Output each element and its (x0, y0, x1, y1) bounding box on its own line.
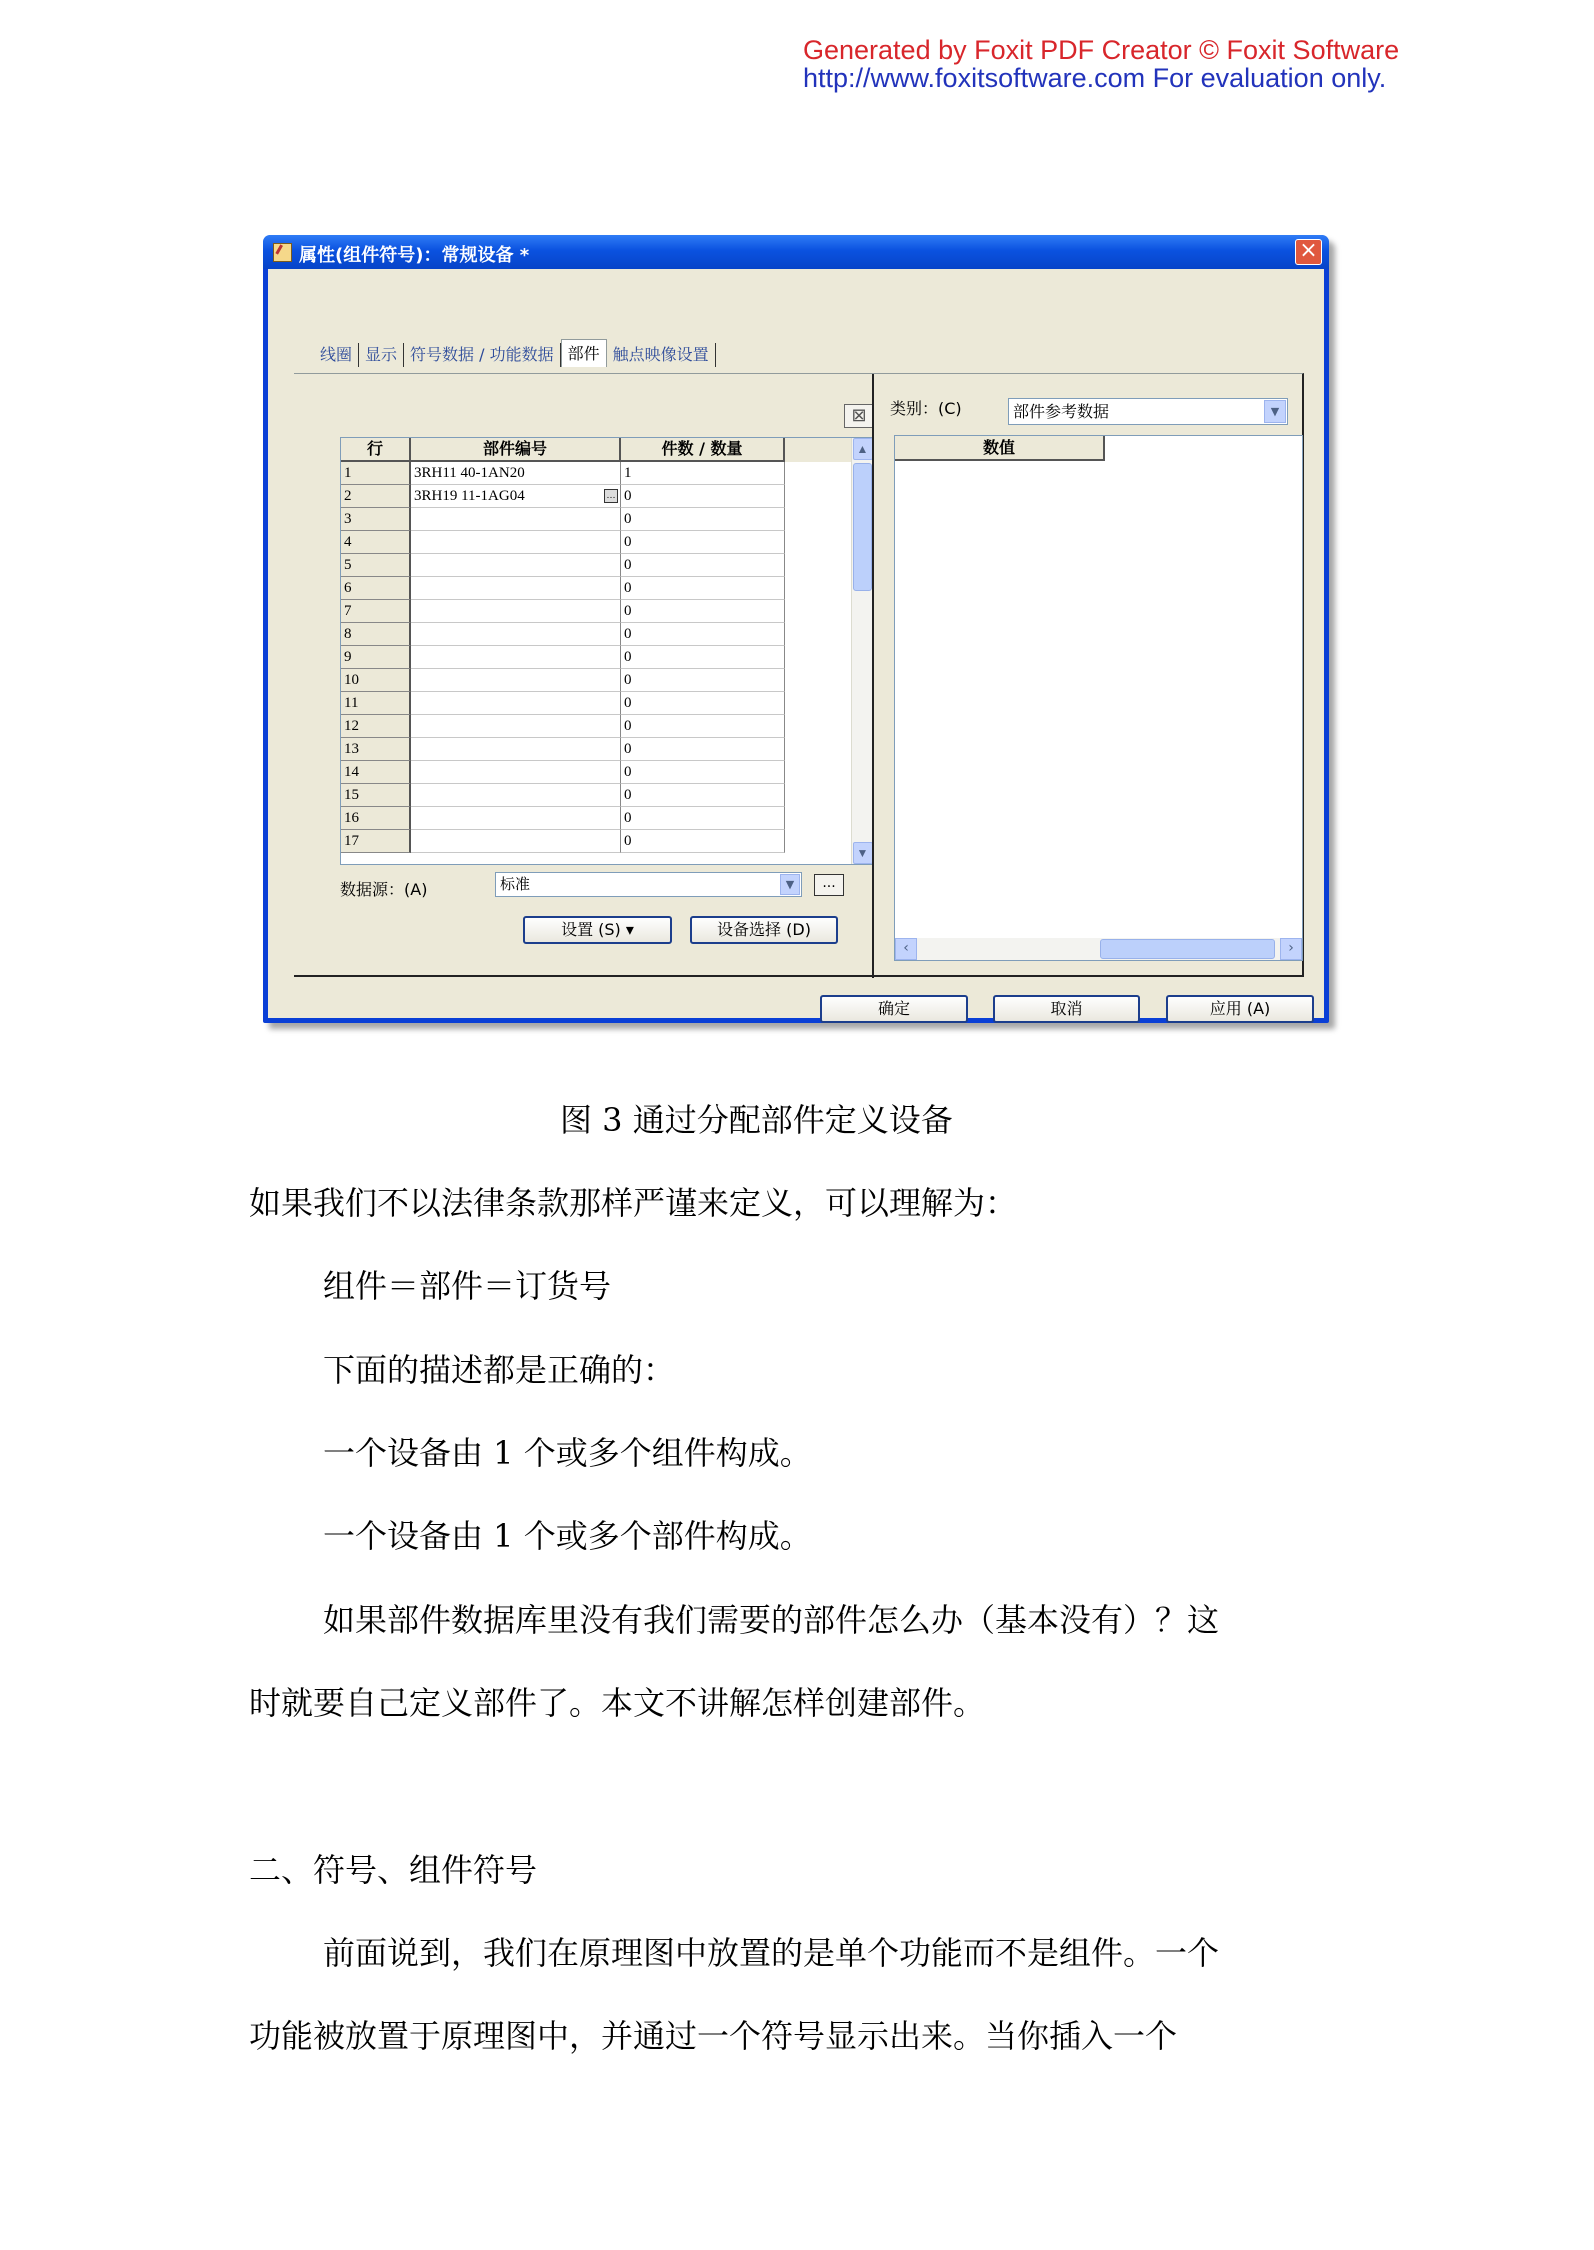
part-number-cell[interactable] (411, 508, 621, 531)
parts-table-body (341, 462, 873, 853)
header-part-number[interactable]: 部件编号 (411, 438, 621, 462)
table-row[interactable] (341, 784, 873, 807)
row-number[interactable]: 5 (341, 554, 411, 577)
tab-display[interactable]: 显示 (359, 343, 404, 367)
tab-bar (314, 339, 716, 367)
table-row[interactable] (341, 531, 873, 554)
row-number[interactable]: 16 (341, 807, 411, 830)
properties-dialog (263, 235, 1329, 1023)
row-number[interactable]: 3 (341, 508, 411, 531)
apply-button[interactable]: 应用 (A) (1166, 995, 1314, 1023)
tab-coil[interactable]: 线圈 (314, 343, 359, 367)
section-heading: 二、符号、组件符号 (249, 1851, 538, 1889)
quantity-cell[interactable]: 1 (621, 462, 785, 485)
table-row[interactable] (341, 462, 873, 485)
row-number[interactable]: 7 (341, 600, 411, 623)
panel-divider (872, 374, 874, 978)
cell-browse-icon[interactable]: … (604, 489, 618, 503)
paragraph: 如果部件数据库里没有我们需要的部件怎么办（基本没有）？这 (323, 1601, 1220, 1639)
row-number[interactable]: 17 (341, 830, 411, 853)
category-value: 部件参考数据 (1013, 402, 1110, 421)
datasource-value: 标准 (500, 875, 531, 893)
quantity-cell[interactable]: 0 (621, 830, 785, 853)
part-number-cell[interactable] (411, 600, 621, 623)
quantity-cell[interactable]: 0 (621, 669, 785, 692)
table-row[interactable] (341, 715, 873, 738)
scroll-left-arrow-icon[interactable]: ‹ (895, 938, 917, 960)
row-number[interactable]: 6 (341, 577, 411, 600)
quantity-cell[interactable]: 0 (621, 600, 785, 623)
tab-parts[interactable]: 部件 (561, 339, 607, 367)
chevron-down-icon[interactable]: ▼ (780, 874, 800, 895)
row-number[interactable]: 9 (341, 646, 411, 669)
watermark-line1: Generated by Foxit PDF Creator © Foxit Software (803, 35, 1400, 65)
table-row[interactable] (341, 485, 873, 508)
dialog-titlebar[interactable] (263, 235, 1329, 269)
values-header[interactable]: 数值 (895, 436, 1105, 461)
part-number-cell[interactable] (411, 715, 621, 738)
category-select[interactable] (1008, 398, 1288, 425)
watermark-line2: http://www.foxitsoftware.com For evaluation only. (803, 63, 1387, 93)
settings-button[interactable]: 设置 (S) ▾ (523, 916, 672, 944)
row-number[interactable]: 12 (341, 715, 411, 738)
quantity-cell[interactable]: 0 (621, 807, 785, 830)
tab-symbol-data[interactable]: 符号数据 / 功能数据 (404, 343, 561, 367)
quantity-cell[interactable]: 0 (621, 738, 785, 761)
scroll-down-arrow-icon[interactable]: ▼ (853, 842, 873, 864)
scroll-up-arrow-icon[interactable]: ▲ (853, 438, 873, 460)
close-button[interactable]: × (1295, 239, 1322, 265)
table-row[interactable] (341, 830, 873, 853)
part-number-text: 3RH19 11-1AG04 (414, 488, 525, 504)
part-number-cell[interactable] (411, 646, 621, 669)
part-number-cell[interactable] (411, 807, 621, 830)
part-number-cell[interactable] (411, 623, 621, 646)
row-number[interactable]: 10 (341, 669, 411, 692)
row-number[interactable]: 8 (341, 623, 411, 646)
row-number[interactable]: 15 (341, 784, 411, 807)
part-number-text: 3RH11 40-1AN20 (414, 465, 525, 481)
part-number-cell[interactable] (411, 531, 621, 554)
quantity-cell[interactable]: 0 (621, 784, 785, 807)
table-row[interactable] (341, 761, 873, 784)
datasource-more-button[interactable]: ... (814, 874, 844, 896)
reference-panel (880, 374, 1300, 974)
chevron-down-icon[interactable]: ▼ (1264, 400, 1286, 423)
table-row[interactable] (341, 554, 873, 577)
row-number[interactable]: 1 (341, 462, 411, 485)
part-number-cell[interactable] (411, 669, 621, 692)
quantity-cell[interactable]: 0 (621, 692, 785, 715)
row-number[interactable]: 4 (341, 531, 411, 554)
quantity-cell[interactable]: 0 (621, 623, 785, 646)
quantity-cell[interactable]: 0 (621, 508, 785, 531)
quantity-cell[interactable]: 0 (621, 646, 785, 669)
quantity-cell[interactable]: 0 (621, 715, 785, 738)
dialog-client (268, 269, 1324, 1018)
header-quantity[interactable]: 件数 / 数量 (621, 438, 785, 462)
horizontal-scrollbar[interactable] (895, 938, 1302, 960)
app-icon (273, 243, 292, 262)
values-table (894, 435, 1303, 961)
paragraph: 如果我们不以法律条款那样严谨来定义，可以理解为： (249, 1184, 1018, 1222)
figure-caption: 图 3 通过分配部件定义设备 (560, 1101, 953, 1139)
row-number[interactable]: 2 (341, 485, 411, 508)
datasource-label: 数据源：(A) (340, 880, 428, 899)
part-number-cell[interactable] (411, 761, 621, 784)
paragraph: 时就要自己定义部件了。本文不讲解怎样创建部件。 (249, 1684, 986, 1722)
scroll-right-arrow-icon[interactable]: › (1280, 938, 1302, 960)
tab-panel (294, 373, 1304, 977)
category-label: 类别：(C) (890, 399, 962, 418)
equipment-select-button[interactable]: 设备选择 (D) (690, 916, 838, 944)
tab-contact-image[interactable]: 触点映像设置 (607, 343, 716, 367)
table-row[interactable] (341, 807, 873, 830)
table-row[interactable] (341, 738, 873, 761)
table-row[interactable] (341, 577, 873, 600)
vertical-scrollbar[interactable] (851, 438, 873, 864)
quantity-cell[interactable]: 0 (621, 554, 785, 577)
row-number[interactable]: 13 (341, 738, 411, 761)
datasource-select[interactable] (495, 872, 802, 897)
table-row[interactable] (341, 623, 873, 646)
cancel-button[interactable]: 取消 (993, 995, 1140, 1023)
row-number[interactable]: 11 (341, 692, 411, 715)
paragraph: 功能被放置于原理图中，并通过一个符号显示出来。当你插入一个 (249, 2017, 1178, 2055)
part-number-cell[interactable] (411, 554, 621, 577)
scroll-thumb[interactable] (853, 463, 872, 591)
delete-row-button[interactable]: ⊠ (844, 404, 874, 428)
parts-table (340, 437, 874, 865)
part-number-cell[interactable] (411, 462, 621, 485)
ok-button[interactable]: 确定 (820, 995, 968, 1023)
paragraph: 一个设备由 1 个或多个部件构成。 (323, 1517, 812, 1555)
parts-table-header (341, 438, 873, 462)
table-row[interactable] (341, 646, 873, 669)
part-number-cell[interactable] (411, 784, 621, 807)
paragraph: 前面说到，我们在原理图中放置的是单个功能而不是组件。一个 (323, 1934, 1220, 1972)
table-row[interactable] (341, 669, 873, 692)
parts-panel (320, 374, 870, 974)
part-number-cell[interactable] (411, 692, 621, 715)
header-row[interactable]: 行 (341, 438, 411, 462)
table-row[interactable] (341, 600, 873, 623)
quantity-cell[interactable]: 0 (621, 577, 785, 600)
paragraph: 下面的描述都是正确的： (323, 1351, 676, 1389)
part-number-cell[interactable] (411, 485, 621, 508)
row-number[interactable]: 14 (341, 761, 411, 784)
paragraph: 组件＝部件＝订货号 (323, 1267, 612, 1305)
quantity-cell[interactable]: 0 (621, 531, 785, 554)
foxit-watermark (803, 36, 1399, 92)
table-row[interactable] (341, 508, 873, 531)
part-number-cell[interactable] (411, 577, 621, 600)
dialog-title: 属性(组件符号)：常规设备 * (299, 245, 530, 266)
paragraph: 一个设备由 1 个或多个组件构成。 (323, 1434, 812, 1472)
table-row[interactable] (341, 692, 873, 715)
quantity-cell[interactable]: 0 (621, 485, 785, 508)
part-number-cell[interactable] (411, 738, 621, 761)
quantity-cell[interactable]: 0 (621, 761, 785, 784)
part-number-cell[interactable] (411, 830, 621, 853)
scroll-thumb[interactable] (1100, 939, 1275, 959)
